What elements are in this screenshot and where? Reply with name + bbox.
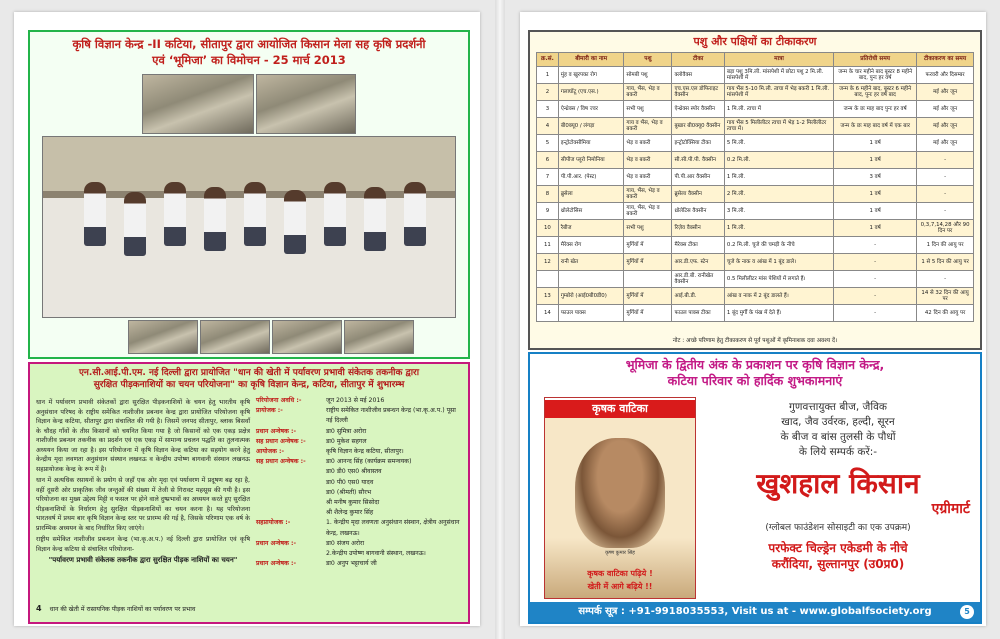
detail-value: डा0 मुकेश सहगल bbox=[326, 437, 367, 445]
person-figure bbox=[324, 182, 346, 246]
table-cell: - bbox=[834, 271, 917, 288]
table-cell: 3 bbox=[537, 101, 559, 118]
column-header: क्र.सं. bbox=[537, 53, 559, 67]
table-cell: मुर्गियों में bbox=[624, 288, 672, 305]
table-cell: 1 बूंद मुर्गी के पंख में देते हैं। bbox=[724, 305, 833, 322]
table-row bbox=[537, 67, 974, 84]
detail-value: डा0 पी0 एस0 यादव bbox=[326, 478, 374, 486]
table-row bbox=[537, 101, 974, 118]
ncipm-paragraph: धान में अत्यधिक रसायनों के प्रयोग से जहाँ एक ओर मृदा एवं पर्यावरण में प्रदूषण बढ़ रहा है, वहीं दूसरी ओर प्राकृतिक जीव जन्तुओं की संख्या में तेजी से गिरावट महसूस की गयी है। इस परियोजना का मुख्य उद्देश्य मिट्टी व फसल पर होने वाले दुष्प्रभावों का अध्ययन करते हुए सुरक्षित पीड़कनाशियों के निर्धारण हेतु सुरक्षित पीड़कनाशियों का चयन करना है। यह परियोजना भारतवर्ष में प्रथम बार कृषि विज्ञान केन्द्र स्तर पर प्रारम्भ की गई है, जिसके परिणाम एक वर्ष के प्रारम्भिक अध्ययन के बाद निर्धारित किए जाएंगे। bbox=[36, 477, 250, 532]
table-cell: सी.सी.पी.पी. वैक्सीन bbox=[672, 152, 724, 169]
table-cell: सीपीज प्लूरो निमोनिया bbox=[558, 152, 624, 169]
address-line2: करौंदिया, सुल्तानपुर (उ0प्र0) bbox=[771, 557, 905, 571]
table-cell: 4 bbox=[537, 118, 559, 135]
ad-line: गुणवत्तायुक्त बीज, जैविक bbox=[789, 401, 887, 413]
table-cell: 0,3,7,14,28 और 90 दिन पर bbox=[917, 220, 974, 237]
table-cell: इन्ट्रोटोक्सिया टीका bbox=[672, 135, 724, 152]
ncipm-quote: "पर्यावरण प्रभावी संकेतक तकनीक द्वारा सुरक्षित पीड़क नाशियों का चयन" bbox=[48, 556, 238, 564]
ad-line: खाद, जैव उर्वरक, हल्दी, सूरन bbox=[781, 416, 895, 428]
table-cell: - bbox=[917, 186, 974, 203]
table-cell: 3 मि.ली. bbox=[724, 203, 833, 220]
page-number: 4 bbox=[36, 604, 42, 613]
table-cell: 1 वर्ष bbox=[834, 220, 917, 237]
event-photo-4 bbox=[128, 320, 198, 354]
table-body bbox=[537, 67, 974, 322]
ad-line: के बीज व बांस तुलसी के पौधों bbox=[780, 431, 896, 443]
table-cell: - bbox=[917, 152, 974, 169]
table-row bbox=[537, 220, 974, 237]
table-cell: 0.2 मि.ली. चूजे की चमड़ी के नीचे bbox=[724, 237, 833, 254]
table-cell: 10 bbox=[537, 220, 559, 237]
table-cell: 0.5 मिलीलीटर मांस पेशियों में लगाते हैं। bbox=[724, 271, 833, 288]
detail-value: डा0 (श्रीमती) सौरभ bbox=[326, 488, 372, 496]
table-cell: 2 bbox=[537, 84, 559, 101]
detail-key bbox=[256, 498, 326, 508]
table-cell: 7 bbox=[537, 169, 559, 186]
detail-key bbox=[256, 478, 326, 488]
table-cell: मई और जून bbox=[917, 84, 974, 101]
detail-value: 1. केन्द्रीय मृदा लवणता अनुसंधान संस्थान, क्षेत्रीय अनुसंधान केन्द्र, लखनऊ। bbox=[326, 519, 460, 537]
column-header: मात्रा bbox=[724, 53, 833, 67]
person-figure bbox=[164, 182, 186, 246]
table-row bbox=[537, 254, 974, 271]
detail-value: 2.केन्द्रीय उपोष्ण बागवानी संस्थान, लखनऊ। bbox=[326, 550, 426, 558]
table-cell: फरवरी और दिसम्बर bbox=[917, 67, 974, 84]
table-row bbox=[537, 305, 974, 322]
greeting-line1: भूमिजा के द्वितीय अंक के प्रकाशन पर कृषि विज्ञान केन्द्र, bbox=[625, 357, 885, 372]
table-cell: जन्म के 6 महीने बाद, बूस्टर 6 महीने बाद, पुनः हर वर्ष बाद bbox=[834, 84, 917, 101]
table-cell: सभी पशु bbox=[624, 220, 672, 237]
column-header: पशु bbox=[624, 53, 672, 67]
table-header-row bbox=[537, 53, 974, 67]
detail-value: डा0 सुमित्रा अरोरा bbox=[326, 427, 367, 435]
book-spine bbox=[495, 0, 505, 639]
table-cell: 1 मि.ली. bbox=[724, 220, 833, 237]
table-cell: मई और जून bbox=[917, 101, 974, 118]
event-photo-6 bbox=[272, 320, 342, 354]
table-cell: पी.पी.आर वैक्सीन bbox=[672, 169, 724, 186]
detail-key: प्रधान अन्वेषक :- bbox=[256, 539, 297, 547]
detail-key bbox=[256, 488, 326, 498]
table-cell: 5 bbox=[537, 135, 559, 152]
ncipm-heading-line1: एन.सी.आई.पी.एम. नई दिल्ली द्वारा प्रायोजित "धान की खेती में पर्यावरण प्रभावी संकेतक तकनीक द्वारा bbox=[78, 368, 420, 378]
address bbox=[700, 540, 976, 572]
table-row bbox=[537, 237, 974, 254]
person-figure bbox=[204, 187, 226, 251]
table-cell: 9 bbox=[537, 203, 559, 220]
detail-key: सहप्रायोजक :- bbox=[256, 519, 291, 527]
table-cell: ब्रुसेला bbox=[558, 186, 624, 203]
event-photo-1 bbox=[142, 74, 254, 134]
detail-value: डा0 डी0 एस0 श्रीवास्तव bbox=[326, 468, 382, 476]
brand-organization: (ग्लोबल फाउंडेशन सोसाइटी का एक उपक्रम) bbox=[765, 523, 911, 533]
table-row bbox=[537, 84, 974, 101]
table-cell: बी0क्यू0 / लंगड़ा bbox=[558, 118, 624, 135]
detail-key bbox=[256, 549, 326, 559]
table-cell: - bbox=[834, 288, 917, 305]
detail-key: सह प्रधान अन्वेषक :- bbox=[256, 458, 306, 466]
table-cell bbox=[624, 271, 672, 288]
table-cell: बड़ा पशु 3मि.ली. मांसपेशी में छोटा पशु 2 मि.ली. मांसपेशी में bbox=[724, 67, 833, 84]
ncipm-heading bbox=[36, 367, 462, 391]
table-cell: सभी पशु bbox=[624, 101, 672, 118]
table-cell: 1 वर्ष bbox=[834, 152, 917, 169]
detail-row bbox=[256, 508, 462, 518]
column-header: टीका bbox=[672, 53, 724, 67]
table-cell: - bbox=[917, 169, 974, 186]
table-cell: - bbox=[834, 305, 917, 322]
detail-value: डा0 संजय अरोरा bbox=[326, 539, 365, 547]
detail-row bbox=[256, 437, 462, 447]
table-cell: 1 मि.ली. bbox=[724, 169, 833, 186]
table-cell: पी.पी.आर. (पेस्ट) bbox=[558, 169, 624, 186]
table-cell: गलाघोंटू (एच.एस.) bbox=[558, 84, 624, 101]
vaccination-title: पशु और पक्षियों का टीकाकरण bbox=[693, 35, 817, 48]
detail-row bbox=[256, 406, 462, 426]
table-cell: फाउल पाक्स bbox=[558, 305, 624, 322]
detail-key: सह प्रधान अन्वेषक :- bbox=[256, 437, 306, 445]
event-photo-7 bbox=[344, 320, 414, 354]
table-cell: 5 मि.ली. bbox=[724, 135, 833, 152]
vaccination-note: नोट : अच्छे परिणाम हेतु टीकाकरण से पूर्व पशुओं में कृमिनाशक दवा अवश्य दें। bbox=[672, 338, 838, 344]
page-number: 5 bbox=[960, 605, 974, 619]
person-figure bbox=[284, 190, 306, 254]
table-cell: 42 दिन की आयु पर bbox=[917, 305, 974, 322]
table-cell: ऐन्थ्रेक्स / विष ज्वर bbox=[558, 101, 624, 118]
person-figure bbox=[404, 182, 426, 246]
detail-row bbox=[256, 396, 462, 406]
detail-value: राष्ट्रीय समेकित नाशीजीव प्रबन्धन केन्द्र (भा.कृ.अ.प.) पूसा नई दिल्ली bbox=[326, 407, 456, 425]
table-cell: मुंह व खुरपका रोग bbox=[558, 67, 624, 84]
table-row bbox=[537, 118, 974, 135]
detail-value: डा0 अनुप भट्टाचार्य जी bbox=[326, 560, 377, 568]
person-figure bbox=[244, 182, 266, 246]
table-cell: 13 bbox=[537, 288, 559, 305]
table-cell: रैबीज bbox=[558, 220, 624, 237]
ad-line: के लिये सम्पर्क करें:- bbox=[798, 446, 878, 458]
table-cell: भेड़ व बकरी bbox=[624, 152, 672, 169]
table-cell: ऐन्थ्रेक्स स्पोर वैक्सीन bbox=[672, 101, 724, 118]
greeting-heading bbox=[534, 357, 976, 389]
table-cell: 1 bbox=[537, 67, 559, 84]
table-row bbox=[537, 203, 974, 220]
detail-row bbox=[256, 498, 462, 508]
column-header: बीमारी का नाम bbox=[558, 53, 624, 67]
greeting-line2: कटिया परिवार को हार्दिक शुभकामनाएं bbox=[667, 373, 843, 388]
detail-key: आयोजक :- bbox=[256, 448, 285, 456]
table-cell: सोमबी पशु bbox=[624, 67, 672, 84]
detail-key: परियोजना अवधि :- bbox=[256, 397, 302, 404]
detail-key bbox=[256, 467, 326, 477]
detail-row bbox=[256, 467, 462, 477]
detail-value: कृषि विज्ञान केन्द्र कटिया, सीतापुर। bbox=[326, 448, 404, 456]
table-row bbox=[537, 288, 974, 305]
ncipm-footer bbox=[36, 604, 250, 613]
table-cell: 1 वर्ष bbox=[834, 186, 917, 203]
kisan-mela-title-line2: एवं ‘भूमिजा’ का विमोचन - 25 मार्च 2013 bbox=[152, 53, 346, 67]
table-cell: रिज़ेव वैक्सीन bbox=[672, 220, 724, 237]
person-figure bbox=[364, 187, 386, 251]
table-cell: - bbox=[917, 203, 974, 220]
table-cell: गाय भैंस 5 मिलीलीटर त्वचा में भेड़ 1-2 मिलीलीटर त्वचा में। bbox=[724, 118, 833, 135]
event-photo-2 bbox=[256, 74, 356, 134]
magazine-slogan-2: खेती में आगे बढ़िये !! bbox=[587, 582, 653, 591]
detail-row bbox=[256, 447, 462, 457]
portrait-caption: कृष्ण कुमार सिंह bbox=[605, 550, 635, 556]
table-cell: जन्म के छः माह बाद पुनः हर वर्ष bbox=[834, 101, 917, 118]
table-cell: गाय व भैंस, भेड़ व बकरी bbox=[624, 118, 672, 135]
event-photo-5 bbox=[200, 320, 270, 354]
table-cell: गुम्बोरो (आई0बी0डी0) bbox=[558, 288, 624, 305]
table-cell: भेड़ व बकरी bbox=[624, 135, 672, 152]
table-row bbox=[537, 271, 974, 288]
detail-row bbox=[256, 427, 462, 437]
table-cell: 1 वर्ष bbox=[834, 203, 917, 220]
table-cell: गाय, भैंस, भेड़ व बकरी bbox=[624, 186, 672, 203]
detail-value: श्री मनीष कुमार सिसोदा bbox=[326, 499, 380, 507]
table-cell: मई और जून bbox=[917, 118, 974, 135]
ncipm-heading-line2: सुरक्षित पीड़कनाशियों का चयन परियोजना" का कृषि विज्ञान केन्द्र, कटिया, सीतापुर में शुभारम्भ bbox=[93, 380, 405, 390]
right-page bbox=[520, 12, 986, 626]
table-cell: 8 bbox=[537, 186, 559, 203]
table-cell bbox=[558, 271, 624, 288]
table-cell: 1 दिन की आयु पर bbox=[917, 237, 974, 254]
ncipm-project-section bbox=[28, 362, 470, 624]
table-cell: - bbox=[834, 237, 917, 254]
table-cell: आंख व नाक में 2 बूंद डालते हैं। bbox=[724, 288, 833, 305]
left-page bbox=[14, 12, 480, 626]
table-cell: बुखार बी0क्यू0 वैक्सीन bbox=[672, 118, 724, 135]
detail-row bbox=[256, 549, 462, 559]
detail-key: प्रधान अन्वेषक :- bbox=[256, 560, 297, 568]
table-cell: गाय, भैंस, भेड़ व बकरी bbox=[624, 203, 672, 220]
table-cell: 1 वर्ष bbox=[834, 135, 917, 152]
brand-name: खुशहाल किसान bbox=[756, 467, 920, 500]
detail-row bbox=[256, 559, 462, 569]
table-cell: चूजे के नाक व आंख में 1 बूंद डाले। bbox=[724, 254, 833, 271]
detail-value: डा0 आनन्द सिंह (कार्यक्रम समन्वयक) bbox=[326, 458, 412, 466]
brand-subtitle: एग्रीमार्ट bbox=[931, 501, 970, 517]
advertisement-section bbox=[528, 352, 982, 624]
table-cell: क्लोवैक्स bbox=[672, 67, 724, 84]
detail-key: प्रधान अन्वेषक :- bbox=[256, 427, 297, 435]
table-cell: आर.डी.एफ. स्टेन bbox=[672, 254, 724, 271]
detail-row bbox=[256, 488, 462, 498]
table-cell: 1 मि.ली. त्वचा में bbox=[724, 101, 833, 118]
vaccination-section bbox=[528, 30, 982, 350]
table-cell: 0.2 मि.ली. bbox=[724, 152, 833, 169]
person-figure bbox=[84, 182, 106, 246]
table-cell: भेड़ व बकरी bbox=[624, 169, 672, 186]
detail-row bbox=[256, 478, 462, 488]
table-cell: मुर्गियों में bbox=[624, 237, 672, 254]
ncipm-paragraph: धान में पर्यावरण प्रभावी संकेतकों द्वारा सुरक्षित पीड़कनाशियों के चयन हेतु भारतीय कृषि अनुसंधान परिषद के राष्ट्रीय समेकित नाशीजीव प्रबन्धन केन्द्र द्वारा प्रायोजित परियोजना कृषि विज्ञान केन्द्र कटिया, सीतापुर द्वारा संचालित की गयी है। जिसमें जनपद सीतापुर, ब्लाक बिसवाँ के चौदह गाँवों के तीस किसानों को चयनित किया गया है जो किसानों को एक एकड़ प्रक्षेत्र नाशीजीव प्रबन्धन तकनीक का प्रदर्शन एवं एक एकड़ में सामान्य प्रचलन पद्धति का तुलनात्मक अध्ययन किया जा रहा है। इस परियोजना में कृषि विज्ञान केन्द्र कटिया का सहयोग करने हेतु केन्द्रीय मृदा लवणता अनुसंधान संस्थान लखनऊ व केन्द्रीय उपोष्ण बागवानी संस्थान लखनऊ सहप्रायोजक केन्द्र के रूप में है। bbox=[36, 399, 250, 473]
table-cell: गाय भैंस 5-10 मि.ली. त्वचा में भेड़ बकरी 1 मि.ली. मांसपेशी में bbox=[724, 84, 833, 101]
address-line1: परफेक्ट चिल्ड्रेन एकेडमी के नीचे bbox=[768, 541, 908, 555]
table-cell: जन्म के चार महीने बाद बूस्टर 8 महीने बाद, पुनः हर वर्ष bbox=[834, 67, 917, 84]
kisan-mela-section bbox=[28, 30, 470, 359]
kisan-mela-title-line1: कृषि विज्ञान केन्द्र -II कटिया, सीतापुर द्वारा आयोजित किसान मेला सह कृषि प्रदर्शनी bbox=[72, 37, 426, 51]
detail-row bbox=[256, 539, 462, 549]
table-row bbox=[537, 169, 974, 186]
portrait-image bbox=[575, 438, 665, 548]
table-cell: मुर्गियों में bbox=[624, 305, 672, 322]
table-cell: मई और जून bbox=[917, 135, 974, 152]
table-cell: थ्रोलेटोसिस bbox=[558, 203, 624, 220]
ncipm-paragraph: राष्ट्रीय समेकित नाशीजीव प्रबन्धन केन्द्र (भा.कृ.अ.प.) नई दिल्ली द्वारा प्रायोजित एवं कृषि विज्ञान केन्द्र कटिया से संचालित परियोजना- bbox=[36, 536, 250, 553]
table-cell: आई.बी.डी. bbox=[672, 288, 724, 305]
column-header: प्रतिरोधी समय bbox=[834, 53, 917, 67]
kisan-mela-title bbox=[30, 36, 468, 68]
magazine-title: कृषक वाटिका bbox=[545, 400, 695, 418]
table-cell: मैरेक्स रोग bbox=[558, 237, 624, 254]
table-cell: - bbox=[834, 254, 917, 271]
table-cell: 3 वर्ष bbox=[834, 169, 917, 186]
table-row bbox=[537, 135, 974, 152]
table-cell: 6 bbox=[537, 152, 559, 169]
table-cell: आर.डी.बी. रानीखेत वैक्सीन bbox=[672, 271, 724, 288]
table-cell: 11 bbox=[537, 237, 559, 254]
detail-key: प्रायोजक :- bbox=[256, 407, 283, 415]
table-cell: 12 bbox=[537, 254, 559, 271]
person-figure bbox=[124, 192, 146, 256]
magazine-slogan-1: कृषक वाटिका पढ़िये ! bbox=[587, 569, 653, 578]
project-details bbox=[256, 396, 462, 569]
table-row bbox=[537, 186, 974, 203]
table-cell: इन्ट्रोटोक्सीमिया bbox=[558, 135, 624, 152]
table-cell: - bbox=[917, 271, 974, 288]
table-cell: रानी खेत bbox=[558, 254, 624, 271]
table-cell: गाय, भैंस, भेड़ व बकरी bbox=[624, 84, 672, 101]
table-cell: जन्म के छः माह बाद वर्ष में एक बार bbox=[834, 118, 917, 135]
ncipm-footer-text: धान की खेती में रासायनिक पीड़क नाशियों का पर्यावरण पर प्रभाव bbox=[49, 606, 196, 613]
detail-key bbox=[256, 508, 326, 518]
table-cell: ब्रुसेला वैक्सीन bbox=[672, 186, 724, 203]
detail-row bbox=[256, 457, 462, 467]
table-cell bbox=[537, 271, 559, 288]
table-cell: 2 मि.ली. bbox=[724, 186, 833, 203]
table-cell: 14 bbox=[537, 305, 559, 322]
contact-text: सम्पर्क सूत्र : +91-9918035553, Visit us at - www.globalfsociety.org bbox=[578, 606, 932, 617]
table-cell: 14 से 32 दिन की आयु पर bbox=[917, 288, 974, 305]
table-cell: एच.एस.एल डोफिराइट वैक्सीन bbox=[672, 84, 724, 101]
table-row bbox=[537, 152, 974, 169]
ncipm-body bbox=[36, 398, 250, 566]
ad-description bbox=[700, 400, 976, 460]
vaccination-table bbox=[536, 52, 974, 322]
table-cell: थ्रोलेटिस वैक्सीन bbox=[672, 203, 724, 220]
detail-row bbox=[256, 518, 462, 538]
table-cell: मुर्गियों में bbox=[624, 254, 672, 271]
detail-value: जून 2013 से मई 2016 bbox=[326, 397, 385, 404]
column-header: टीकाकरण का समय bbox=[917, 53, 974, 67]
table-cell: फाउल पाक्स टीका bbox=[672, 305, 724, 322]
magazine-cover bbox=[544, 397, 696, 599]
contact-bar bbox=[530, 602, 980, 622]
table-cell: 1 से 5 दिन की आयु पर bbox=[917, 254, 974, 271]
detail-value: श्री शैलेन्द्र कुमार सिंह bbox=[326, 509, 374, 517]
table-cell: मैरेक्स टीका bbox=[672, 237, 724, 254]
